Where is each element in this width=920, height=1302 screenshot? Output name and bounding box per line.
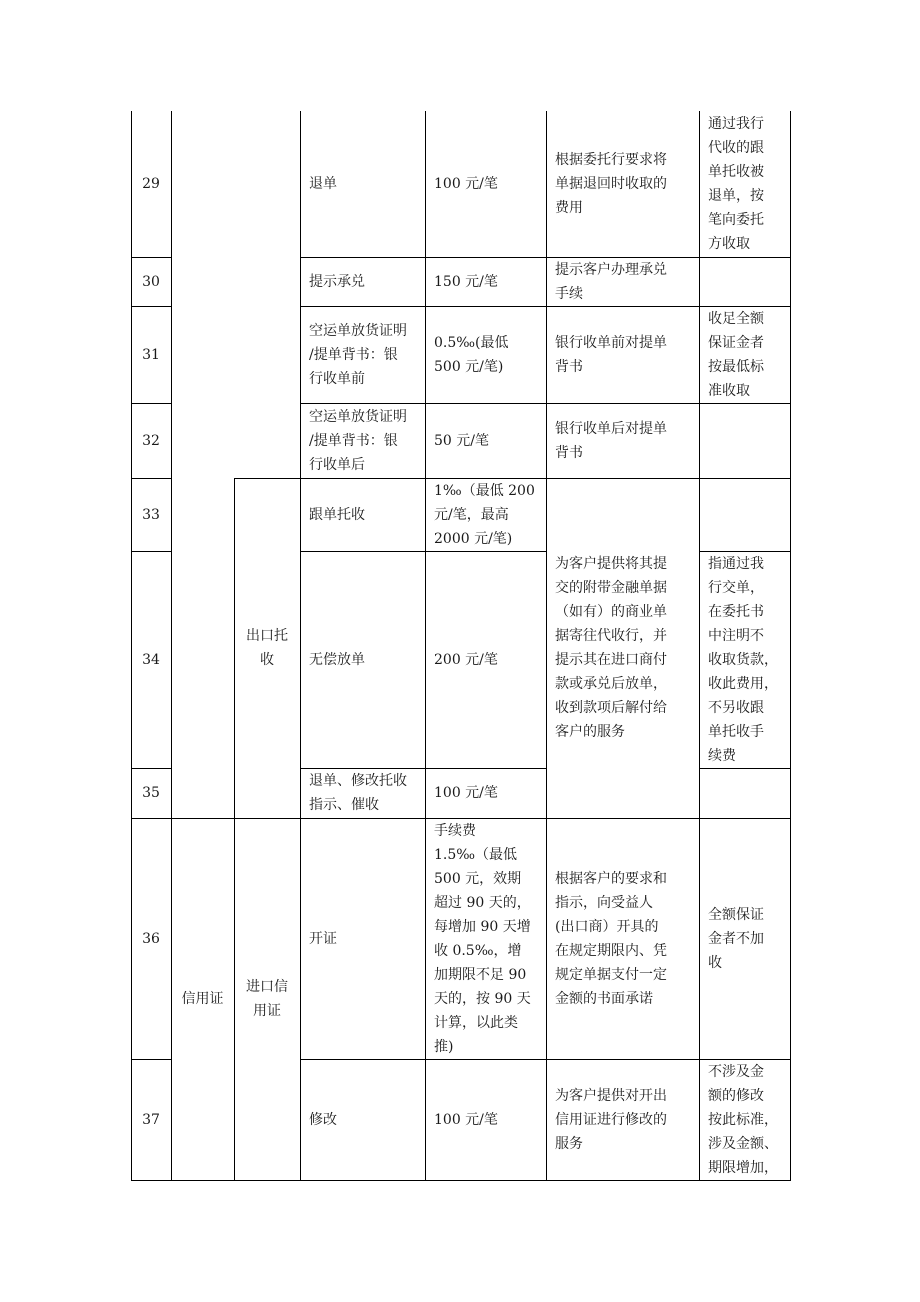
grid-vline [790,111,791,1180]
service-description-36-line: (出口商）开具的 [555,918,659,935]
grid-hline [699,403,790,404]
fee-standard-31 [425,306,546,403]
subcategory-import-lc-line: 用证 [253,1003,281,1019]
remarks-29-line: 通过我行 [708,116,764,132]
collection-service-description-line: （如有）的商业单 [555,604,667,620]
item-name-37 [300,1059,425,1180]
service-description-36-line: 指示，向受益人 [555,894,653,911]
row-number-30 [131,257,171,306]
grid-hline [131,257,171,258]
service-description-37-line: 服务 [555,1135,583,1152]
item-name-36-line: 开证 [309,930,337,947]
service-description-37-line: 为客户提供对开出 [555,1087,667,1104]
remarks-31-line: 保证金者 [708,334,764,351]
grid-hline [300,257,546,258]
remarks-34-line: 不另收跟 [708,699,764,716]
row-number-30-line: 30 [142,273,160,290]
remarks-33 [699,478,790,551]
remarks-34-line: 单托收手 [708,723,764,740]
fee-standard-29-line: 100 元/笔 [434,176,498,192]
grid-hline [699,306,790,307]
row-number-34 [131,551,171,768]
item-name-37-line: 修改 [309,1111,337,1128]
grid-hline [300,1059,546,1060]
service-description-31-line: 背书 [555,358,583,375]
item-name-30-line: 提示承兑 [309,273,365,290]
item-name-32 [300,403,425,478]
service-description-31 [546,306,699,403]
item-name-35-line: 指示、催收 [309,797,379,813]
grid-hline [300,478,546,479]
remarks-34-line: 行交单， [708,579,764,596]
grid-vline [425,111,426,1180]
item-name-35 [300,768,425,818]
remarks-29-line: 退单，按 [708,188,764,204]
subcategory-import-lc-line: 进口信 [246,979,288,995]
grid-hline [131,768,171,769]
collection-service-description-line: 客户的服务 [555,724,625,740]
subcategory-export-collection [234,478,300,818]
fee-standard-37-line: 100 元/笔 [434,1111,498,1128]
item-name-30 [300,257,425,306]
item-name-29-line: 退单 [309,176,337,192]
grid-hline [699,818,790,819]
fee-standard-30-line: 150 元/笔 [434,273,498,290]
grid-vline [131,111,132,1180]
remarks-29-line: 代收的跟 [708,140,764,156]
service-description-36-line: 根据客户的要求和 [555,870,667,887]
service-description-29-line: 根据委托行要求将 [555,152,667,168]
grid-hline [546,306,699,307]
grid-hline [300,818,546,819]
grid-hline [546,403,699,404]
row-number-36 [131,818,171,1059]
grid-hline [131,551,171,552]
category-letter-of-credit [171,818,234,1180]
grid-vline [234,478,235,1180]
collection-service-description [546,478,699,818]
grid-hline [234,818,300,819]
fee-standard-36-line: 计算，以此类 [434,1014,518,1031]
fee-standard-34-line: 200 元/笔 [434,651,498,668]
row-number-32-line: 32 [142,432,160,449]
remarks-36-line: 金者不加 [708,930,764,947]
row-number-29 [131,111,171,257]
remarks-31-line: 收足全额 [708,310,764,327]
remarks-37-line: 期限增加， [708,1159,778,1176]
grid-hline [699,551,790,552]
remarks-34-line: 收取货款， [708,651,778,668]
grid-hline [300,551,546,552]
row-number-33-line: 33 [142,506,160,523]
category-letter-of-credit-line: 信用证 [181,991,224,1007]
item-name-34 [300,551,425,768]
grid-hline [546,478,699,479]
fee-standard-32-line: 50 元/笔 [434,432,489,449]
item-name-31-line: 空运单放货证明 [309,322,407,339]
remarks-35 [699,768,790,818]
row-number-37 [131,1059,171,1180]
collection-service-description-line: 为客户提供将其提 [555,556,667,572]
remarks-34-line: 续费 [708,747,736,764]
service-description-37-line: 信用证进行修改的 [555,1111,667,1128]
fee-standard-33-line: 2000 元/笔) [434,530,513,547]
grid-hline [699,1059,790,1060]
remarks-36-line: 收 [708,954,722,971]
row-number-33 [131,478,171,551]
service-description-36-line: 金额的书面承诺 [555,990,653,1007]
fee-standard-33-line: 1‰（最低 200 [434,482,535,499]
fee-standard-31-line: 500 元/笔) [434,358,504,375]
fee-standard-31-line: 0.5‰(最低 [434,334,509,351]
remarks-34-line: 收此费用， [708,675,778,692]
item-name-32-line: 行收单后 [309,456,365,473]
fee-standard-34 [425,551,546,768]
grid-hline [131,306,171,307]
remarks-31-line: 准收取 [708,382,750,399]
row-number-32 [131,403,171,478]
remarks-37-line: 额的修改 [708,1087,764,1104]
grid-hline [546,257,699,258]
item-name-36 [300,818,425,1059]
fee-standard-36-line: 推) [434,1038,454,1055]
service-description-29 [546,111,699,257]
service-description-29-line: 单据退回时收取的 [555,176,667,192]
item-name-29 [300,111,425,257]
collection-service-description-line: 据寄往代收行，并 [555,628,667,644]
row-number-29-line: 29 [142,176,160,192]
service-description-36-line: 在规定期限内、凭 [555,942,667,959]
grid-hline [699,768,790,769]
fee-standard-35-line: 100 元/笔 [434,785,498,801]
remarks-34-line: 中注明不 [708,627,764,644]
item-name-32-line: 空运单放货证明 [309,408,407,425]
grid-hline [131,478,171,479]
grid-hline [300,306,546,307]
grid-vline [171,111,172,1180]
row-number-37-line: 37 [142,1111,160,1128]
remarks-29-line: 单托收被 [708,164,764,180]
fee-standard-32 [425,403,546,478]
service-description-37 [546,1059,699,1180]
grid-hline [171,818,234,819]
remarks-37-line: 按此标准， [708,1111,778,1128]
fee-standard-35 [425,768,546,818]
remarks-37 [699,1059,790,1180]
grid-hline [300,768,546,769]
fee-standard-30 [425,257,546,306]
item-name-31 [300,306,425,403]
fee-standard-36-line: 每增加 90 天增 [434,918,531,935]
service-description-32-line: 背书 [555,444,583,461]
service-description-30-line: 手续 [555,285,583,302]
fee-standard-37 [425,1059,546,1180]
remarks-29 [699,111,790,257]
fee-standard-33-line: 元/笔，最高 [434,506,509,523]
remarks-34 [699,551,790,768]
collection-service-description-line: 提示其在进口商付 [555,652,667,668]
grid-hline [131,403,171,404]
remarks-36 [699,818,790,1059]
remarks-34-line: 在委托书 [708,603,764,620]
fee-standard-29 [425,111,546,257]
service-description-36 [546,818,699,1059]
remarks-30 [699,257,790,306]
grid-hline [234,478,300,479]
service-description-32-line: 银行收单后对提单 [555,420,667,437]
grid-vline [699,111,700,1180]
grid-hline [300,403,546,404]
remarks-36-line: 全额保证 [708,906,764,923]
remarks-29-line: 方收取 [708,236,750,252]
remarks-37-line: 涉及金额、 [708,1135,778,1152]
row-number-35 [131,768,171,818]
remarks-29-line: 笔向委托 [708,212,764,228]
collection-service-description-line: 交的附带金融单据 [555,580,667,596]
fee-standard-36-line: 收 0.5‰，增 [434,942,522,959]
fee-standard-36-line: 500 元，效期 [434,870,522,887]
grid-vline [546,111,547,1180]
grid-hline [699,478,790,479]
item-name-35-line: 退单、修改托收 [309,773,407,789]
item-name-34-line: 无偿放单 [309,651,365,668]
remarks-37-line: 不涉及金 [708,1063,764,1080]
subcategory-import-lc [234,818,300,1180]
fee-standard-36-line: 加期限不足 90 [434,966,527,983]
grid-hline [131,818,171,819]
remarks-32 [699,403,790,478]
collection-service-description-line: 款或承兑后放单， [555,676,667,692]
row-number-35-line: 35 [142,785,160,801]
row-number-31-line: 31 [142,346,160,363]
remarks-34-line: 指通过我 [708,555,764,572]
subcategory-export-collection-line: 出口托 [246,628,288,644]
service-description-32 [546,403,699,478]
service-description-36-line: 规定单据支付一定 [555,966,667,983]
item-name-31-line: /提单背书：银 [309,346,398,363]
subcategory-export-collection-line: 收 [260,652,274,668]
fee-standard-36-line: 天的，按 90 天 [434,990,531,1007]
collection-service-description-line: 收到款项后解付给 [555,700,667,716]
fee-standard-36-line: 手续费 [434,822,476,839]
grid-hline [131,1180,791,1181]
fee-standard-36-line: 1.5‰（最低 [434,846,518,863]
item-name-31-line: 行收单前 [309,370,365,387]
item-name-33-line: 跟单托收 [309,506,365,523]
grid-hline [699,257,790,258]
fee-standard-36 [425,818,546,1059]
service-description-31-line: 银行收单前对提单 [555,334,667,351]
grid-hline [546,1059,699,1060]
row-number-31 [131,306,171,403]
remarks-31-line: 按最低标 [708,358,764,375]
row-number-34-line: 34 [142,651,160,668]
item-name-33 [300,478,425,551]
row-number-36-line: 36 [142,930,160,947]
service-description-29-line: 费用 [555,200,583,216]
fee-standard-36-line: 超过 90 天的， [434,894,531,911]
grid-vline [300,111,301,1180]
service-description-30-line: 提示客户办理承兑 [555,261,667,278]
grid-hline [546,818,699,819]
grid-hline [131,1059,171,1060]
remarks-31 [699,306,790,403]
fee-standard-33 [425,478,546,551]
item-name-32-line: /提单背书：银 [309,432,398,449]
service-description-30 [546,257,699,306]
